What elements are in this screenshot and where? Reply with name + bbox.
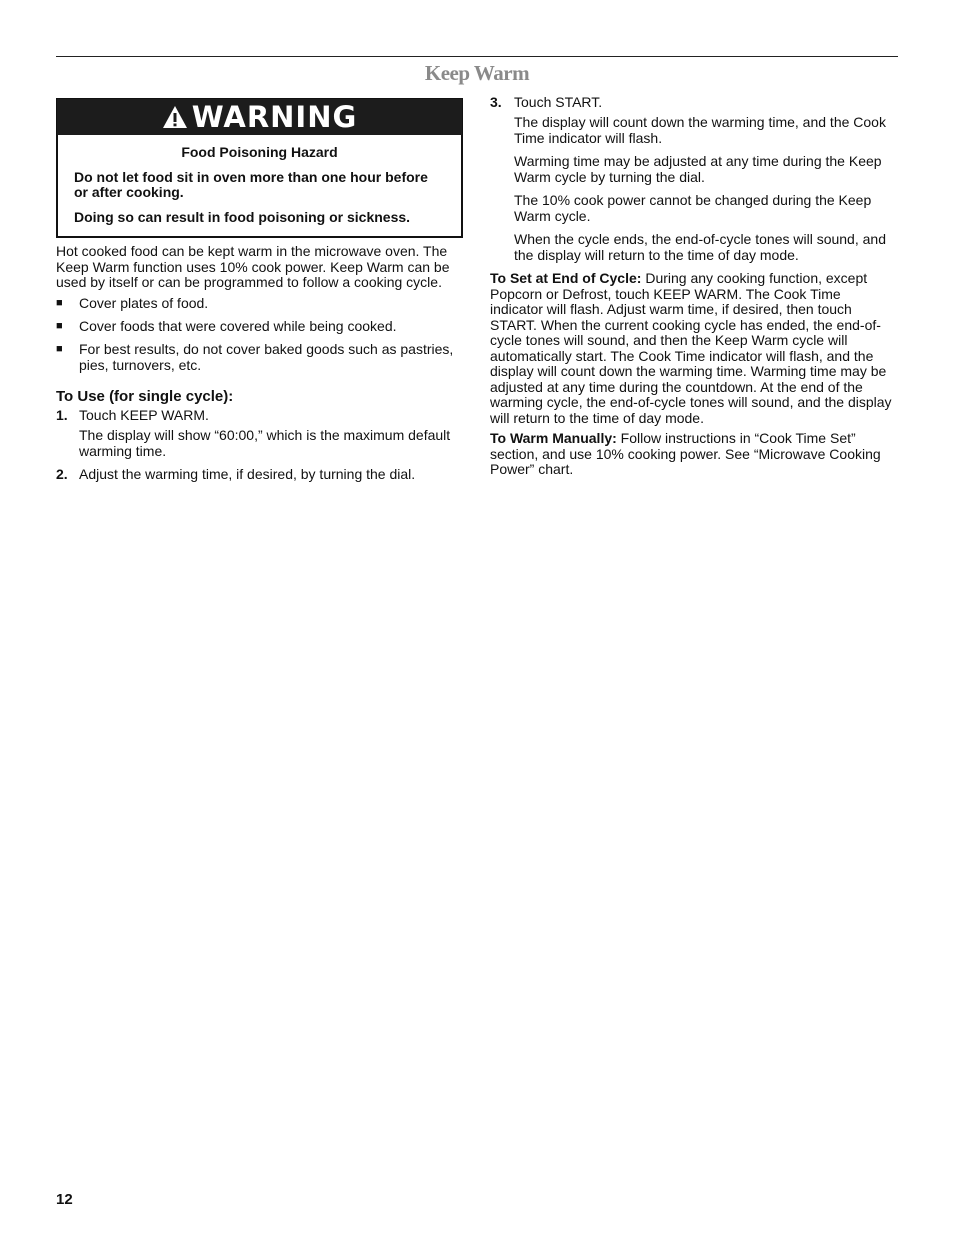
- warning-title: WARNING: [191, 100, 358, 134]
- hazard-label: Food Poisoning Hazard: [181, 144, 338, 160]
- warning-line-1: Do not let food sit in oven more than one hour before or after cooking.: [74, 168, 428, 200]
- step-text: Touch KEEP WARM.: [79, 407, 209, 423]
- step-detail: When the cycle ends, the end-of-cycle tones will sound, and the display will return to the time of day mode.: [514, 231, 886, 263]
- step-text: Touch START.: [514, 94, 603, 110]
- square-bullet-icon: ■: [56, 320, 63, 332]
- step-number: 3.: [490, 94, 502, 110]
- warning-line-2: Doing so can result in food poisoning or sickness.: [74, 208, 411, 225]
- bullet-text: Cover foods that were covered while being cooked.: [79, 318, 397, 334]
- bullet-item: [56, 342, 464, 373]
- step-number: 1.: [56, 407, 68, 423]
- end-of-cycle-lead: To Set at End of Cycle:: [490, 270, 642, 286]
- step-detail: The 10% cook power cannot be changed during the Keep Warm cycle.: [514, 192, 872, 224]
- step-detail: The display will count down the warming time, and the Cook Time indicator will flash.: [514, 114, 886, 146]
- bullet-item: [56, 319, 464, 335]
- warning-triangle-icon: [162, 105, 188, 129]
- top-rule: [56, 56, 898, 57]
- bullet-item: [56, 296, 464, 312]
- subhead-single-cycle: To Use (for single cycle):: [56, 388, 234, 405]
- bullet-text: Cover plates of food.: [79, 295, 209, 311]
- section-title: Keep Warm: [424, 61, 530, 85]
- bullet-text: For best results, do not cover baked goods such as pastries, pies, turnovers, etc.: [79, 341, 454, 373]
- warm-manually-lead: To Warm Manually:: [490, 430, 617, 446]
- intro-paragraph: Hot cooked food can be kept warm in the microwave oven. The Keep Warm function uses 10% cook power. Keep Warm can be used by itself or can be programmed to follow a cooking cycle.: [56, 243, 450, 290]
- end-of-cycle-paragraph: [490, 271, 897, 426]
- square-bullet-icon: ■: [56, 297, 63, 309]
- step-detail: The display will show “60:00,” which is the maximum default warming time.: [79, 427, 451, 459]
- warm-manually-text: Follow instructions in “Cook Time Set” section, and use 10% cooking power. See “Microwave Cooking Power” chart.: [490, 430, 881, 477]
- warning-body: [58, 135, 461, 225]
- end-of-cycle-text: During any cooking function, except Popcorn or Defrost, touch KEEP WARM. The Cook Time indicator will flash. Adjust warm time, if desired, then touch START. When the current cooking cycle has ended, the end-of-cycle tones will sound, and then the Keep Warm cycle will automatically start. The Cook Time indicator will flash, and the display will count down the warming time. Warming time may be adjusted at any time during the countdown. At the end of the warming cycle, the end-of-cycle tones will sound, and the display will return to the time of day mode.: [490, 270, 892, 426]
- warning-header: [57, 99, 462, 135]
- step-number: 2.: [56, 466, 68, 482]
- square-bullet-icon: ■: [56, 343, 63, 355]
- step-text: Adjust the warming time, if desired, by turning the dial.: [79, 466, 416, 482]
- page-number: 12: [56, 1191, 73, 1208]
- step-detail: Warming time may be adjusted at any time during the Keep Warm cycle by turning the dial.: [514, 153, 882, 185]
- warning-box: [56, 98, 463, 238]
- warm-manually-paragraph: [490, 431, 897, 478]
